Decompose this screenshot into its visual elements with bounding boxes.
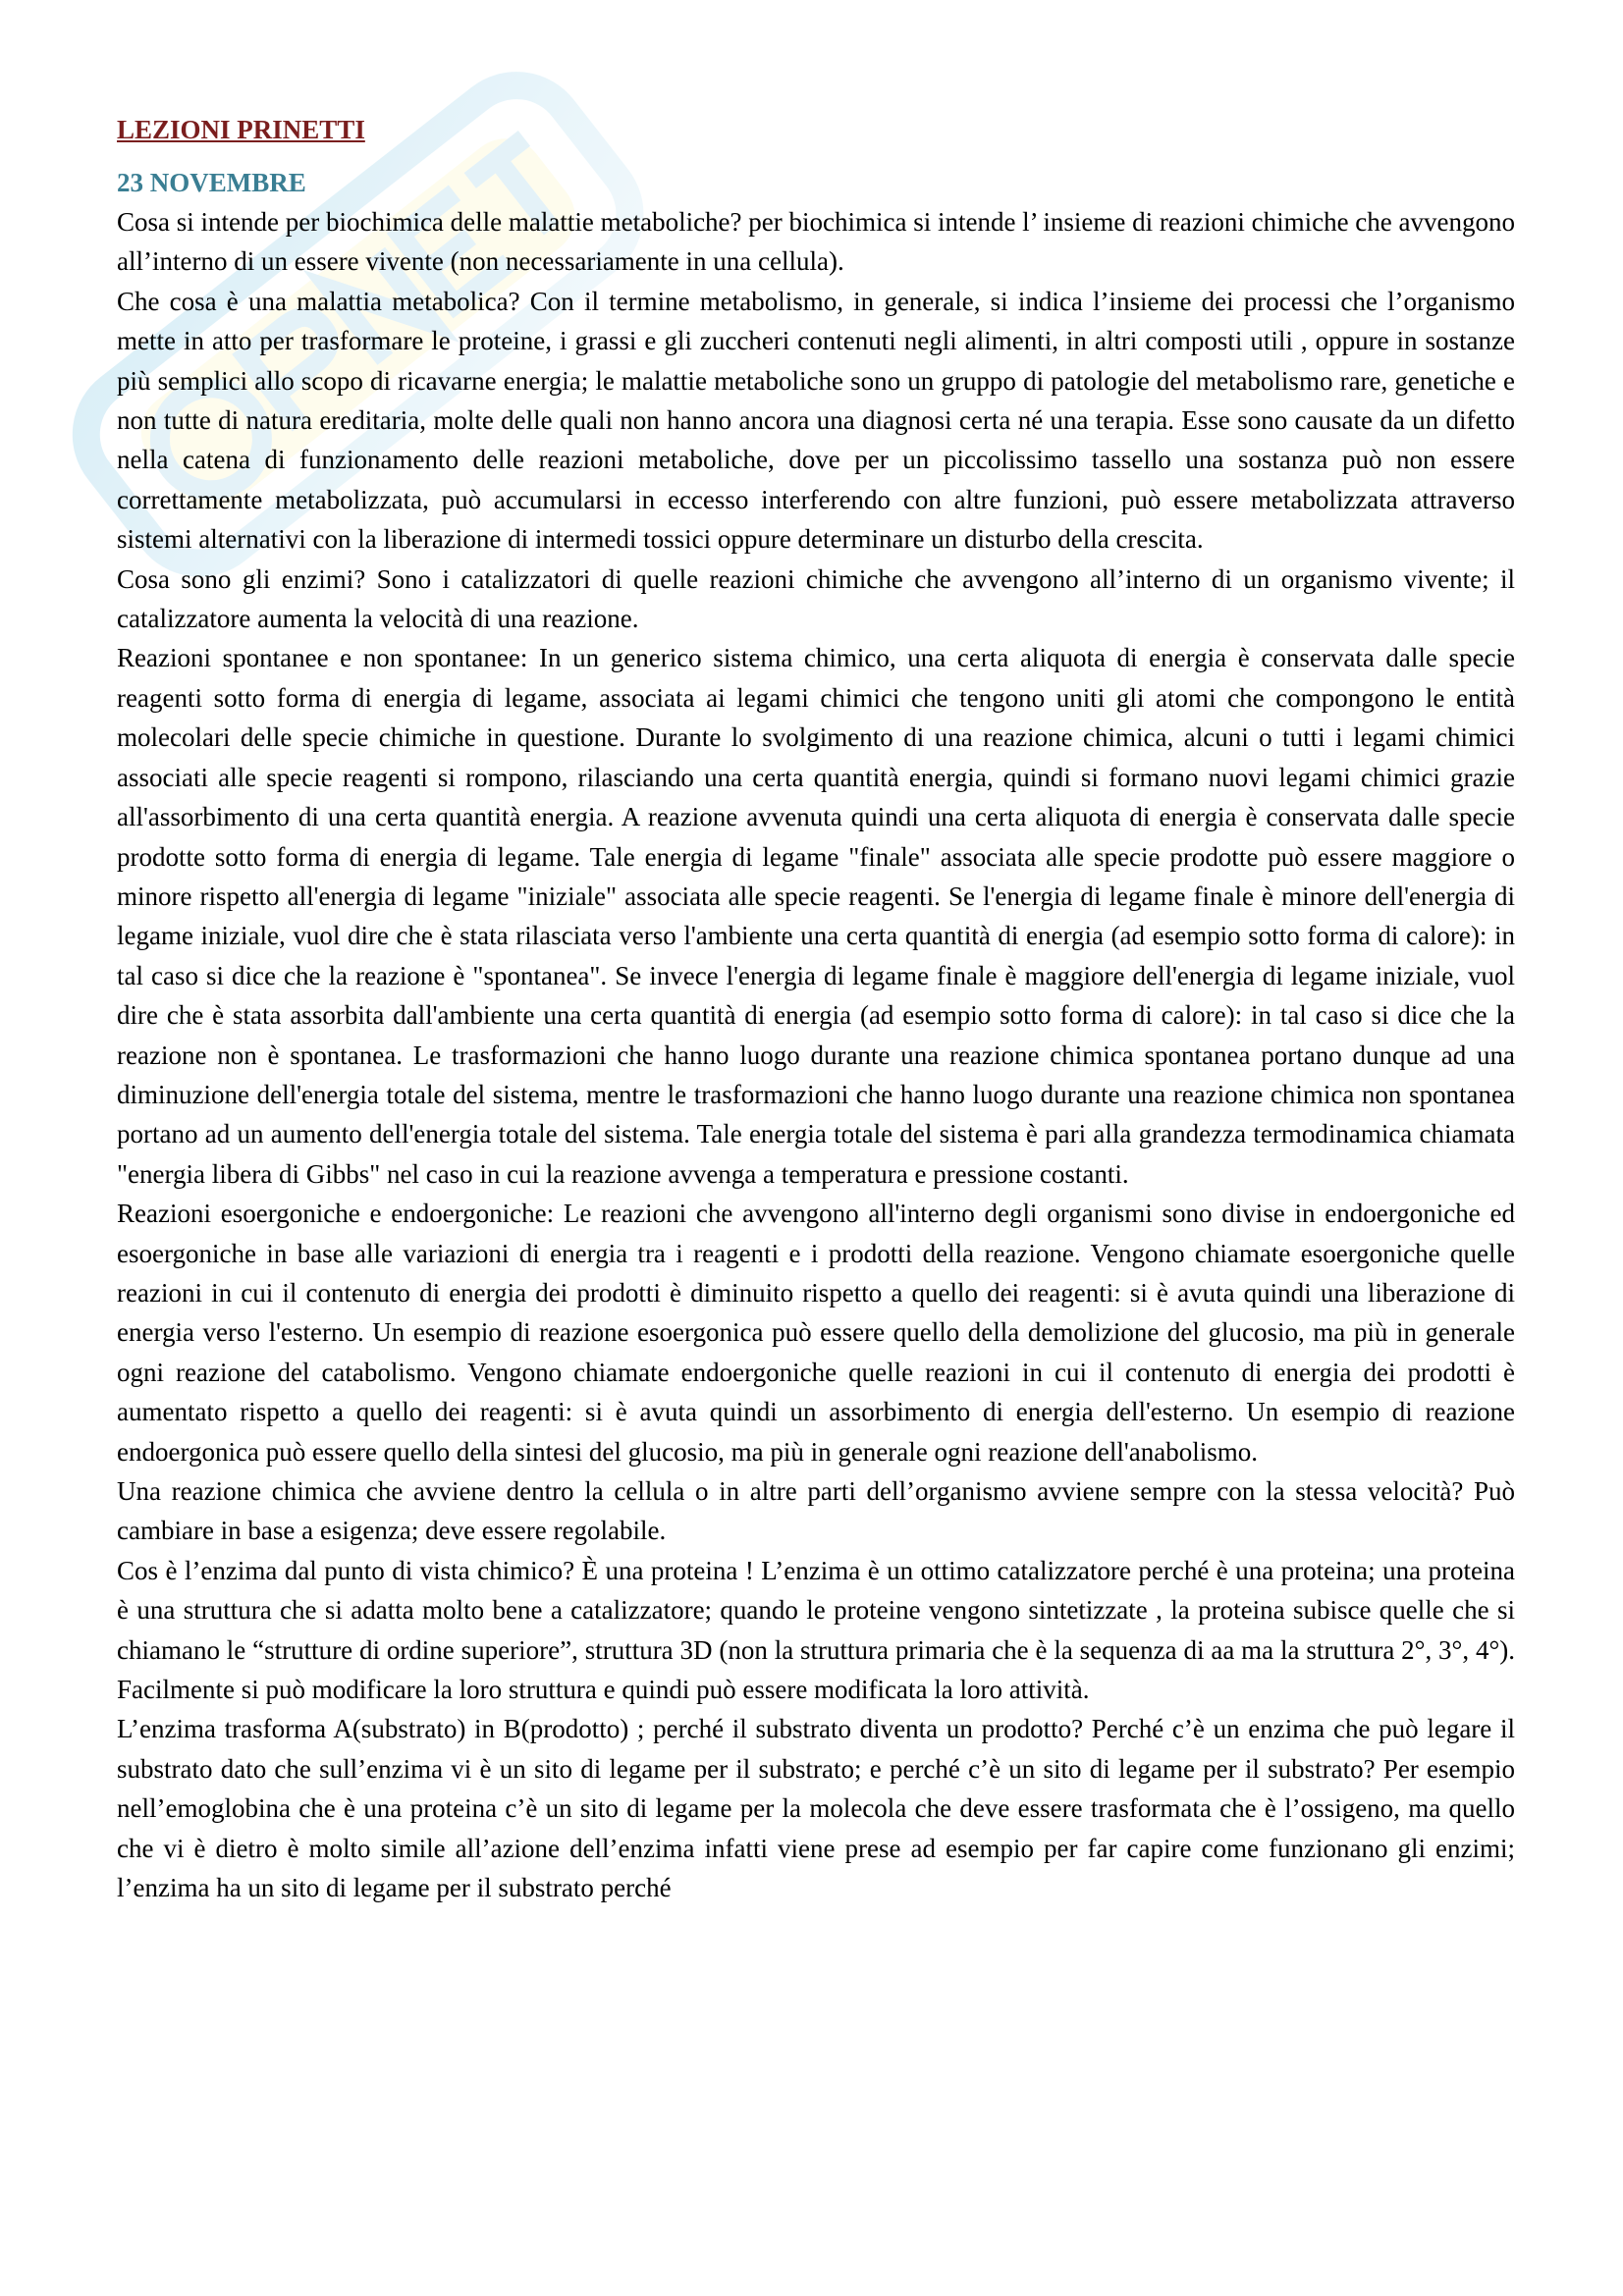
lesson-date-heading: 23 NOVEMBRE xyxy=(117,168,306,197)
document-title: LEZIONI PRINETTI xyxy=(117,115,365,144)
document-page xyxy=(117,110,1515,1907)
paragraph-metabolic-disease: Che cosa è una malattia metabolica? Con il termine metabolismo, in generale, si indica l’insieme dei processi che l’organismo mette in atto per trasformare le proteine, i grassi e gli zuccheri contenuti negli alimenti, in altri composti utili , oppure in sostanze più semplici allo scopo di ricavarne energia; le malattie metaboliche sono un gruppo di patologie del metabolismo rare, genetiche e non tutte di natura ereditaria, molte delle quali non hanno ancora una diagnosi certa né una terapia. Esse sono causate da un difetto nella catena di funzionamento delle reazioni metaboliche, dove per un piccolissimo tassello una sostanza può non essere correttamente metabolizzata, può accumularsi in eccesso interferendo con altre funzioni, può essere metabolizzata attraverso sistemi alternativi con la liberazione di intermedi tossici oppure determinare un disturbo della crescita. xyxy=(117,286,1515,555)
paragraph-exergonic-endergonic: Reazioni esoergoniche e endoergoniche: Le reazioni che avvengono all'interno degli organismi sono divise in endoergoniche ed esoergoniche in base alle variazioni di energia tra i reagenti e i prodotti della reazione. Vengono chiamate esoergoniche quelle reazioni in cui il contenuto di energia dei prodotti è diminuito rispetto a quello dei reagenti: si è avuta quindi una liberazione di energia verso l'esterno. Un esempio di reazione esoergonica può essere quello della demolizione del glucosio, ma più in generale ogni reazione del catabolismo. Vengono chiamate endoergoniche quelle reazioni in cui il contenuto di energia dei prodotti è aumentato rispetto a quello dei reagenti: si è avuta quindi un assorbimento di energia dell'esterno. Un esempio di reazione endoergonica può essere quello della sintesi del glucosio, ma più in generale ogni reazione dell'anabolismo. xyxy=(117,1199,1515,1467)
paragraph-biochemistry-definition: Cosa si intende per biochimica delle malattie metaboliche? per biochimica si intende l’ insieme di reazioni chimiche che avvengono all’interno di un essere vivente (non necessariamente in una cellula). xyxy=(117,207,1515,277)
paragraph-enzymes: Cosa sono gli enzimi? Sono i catalizzatori di quelle reazioni chimiche che avvengono all’interno di un organismo vivente; il catalizzatore aumenta la velocità di una reazione. xyxy=(117,563,1515,634)
paragraph-reaction-speed: Una reazione chimica che avviene dentro la cellula o in altre parti dell’organismo avviene sempre con la stessa velocità? Può cambiare in base a esigenza; deve essere regolabile. xyxy=(117,1476,1515,1546)
paragraph-substrate-binding: L’enzima trasforma A(substrato) in B(prodotto) ; perché il substrato diventa un prodotto? Perché c’è un enzima che può legare il substrato dato che sull’enzima vi è un sito di legame per il substrato; e perché c’è un sito di legame per il substrato? Per esempio nell’emoglobina che è una proteina c’è un sito di legame per la molecola che deve essere trasformata che è l’ossigeno, ma quello che vi è dietro è molto simile all’azione dell’enzima infatti viene prese ad esempio per far capire come funzionano gli enzimi; l’enzima ha un sito di legame per il substrato perché xyxy=(117,1714,1515,1903)
paragraph-enzyme-chemistry: Cos è l’enzima dal punto di vista chimico? È una proteina ! L’enzima è un ottimo catalizzatore perché è una proteina; una proteina è una struttura che si adatta molto bene a catalizzatore; quando le proteine vengono sintetizzate , la proteina subisce quelle che si chiamano le “strutture di ordine superiore”, struttura 3D (non la struttura primaria che è la sequenza di aa ma la struttura 2°, 3°, 4°). Facilmente si può modificare la loro struttura e quindi può essere modificata la loro attività. xyxy=(117,1555,1515,1705)
paragraph-spontaneous-reactions: Reazioni spontanee e non spontanee: In un generico sistema chimico, una certa aliquota di energia è conservata dalle specie reagenti sotto forma di energia di legame, associata ai legami chimici che tengono uniti gli atomi che compongono le entità molecolari delle specie chimiche in questione. Durante lo svolgimento di una reazione chimica, alcuni o tutti i legami chimici associati alle specie reagenti si rompono, rilasciando una certa quantità energia, quindi si formano nuovi legami chimici grazie all'assorbimento di una certa quantità energia. A reazione avvenuta quindi una certa aliquota di energia è conservata dalle specie prodotte sotto forma di energia di legame. Tale energia di legame "finale" associata alle specie prodotte può essere maggiore o minore rispetto all'energia di legame "iniziale" associata alle specie reagenti. Se l'energia di legame finale è minore dell'energia di legame iniziale, vuol dire che è stata rilasciata verso l'ambiente una certa quantità di energia (ad esempio sotto forma di calore): in tal caso si dice che la reazione è "spontanea". Se invece l'energia di legame finale è maggiore dell'energia di legame iniziale, vuol dire che è stata assorbita dall'ambiente una certa quantità di energia (ad esempio sotto forma di calore): in tal caso si dice che la reazione non è spontanea. Le trasformazioni che hanno luogo durante una reazione chimica spontanea portano dunque ad una diminuzione dell'energia totale del sistema, mentre le trasformazioni che hanno luogo durante una reazione chimica non spontanea portano ad un aumento dell'energia totale del sistema. Tale energia totale del sistema è pari alla grandezza termodinamica chiamata "energia libera di Gibbs" nel caso in cui la reazione avvenga a temperatura e pressione costanti. xyxy=(117,643,1515,1189)
